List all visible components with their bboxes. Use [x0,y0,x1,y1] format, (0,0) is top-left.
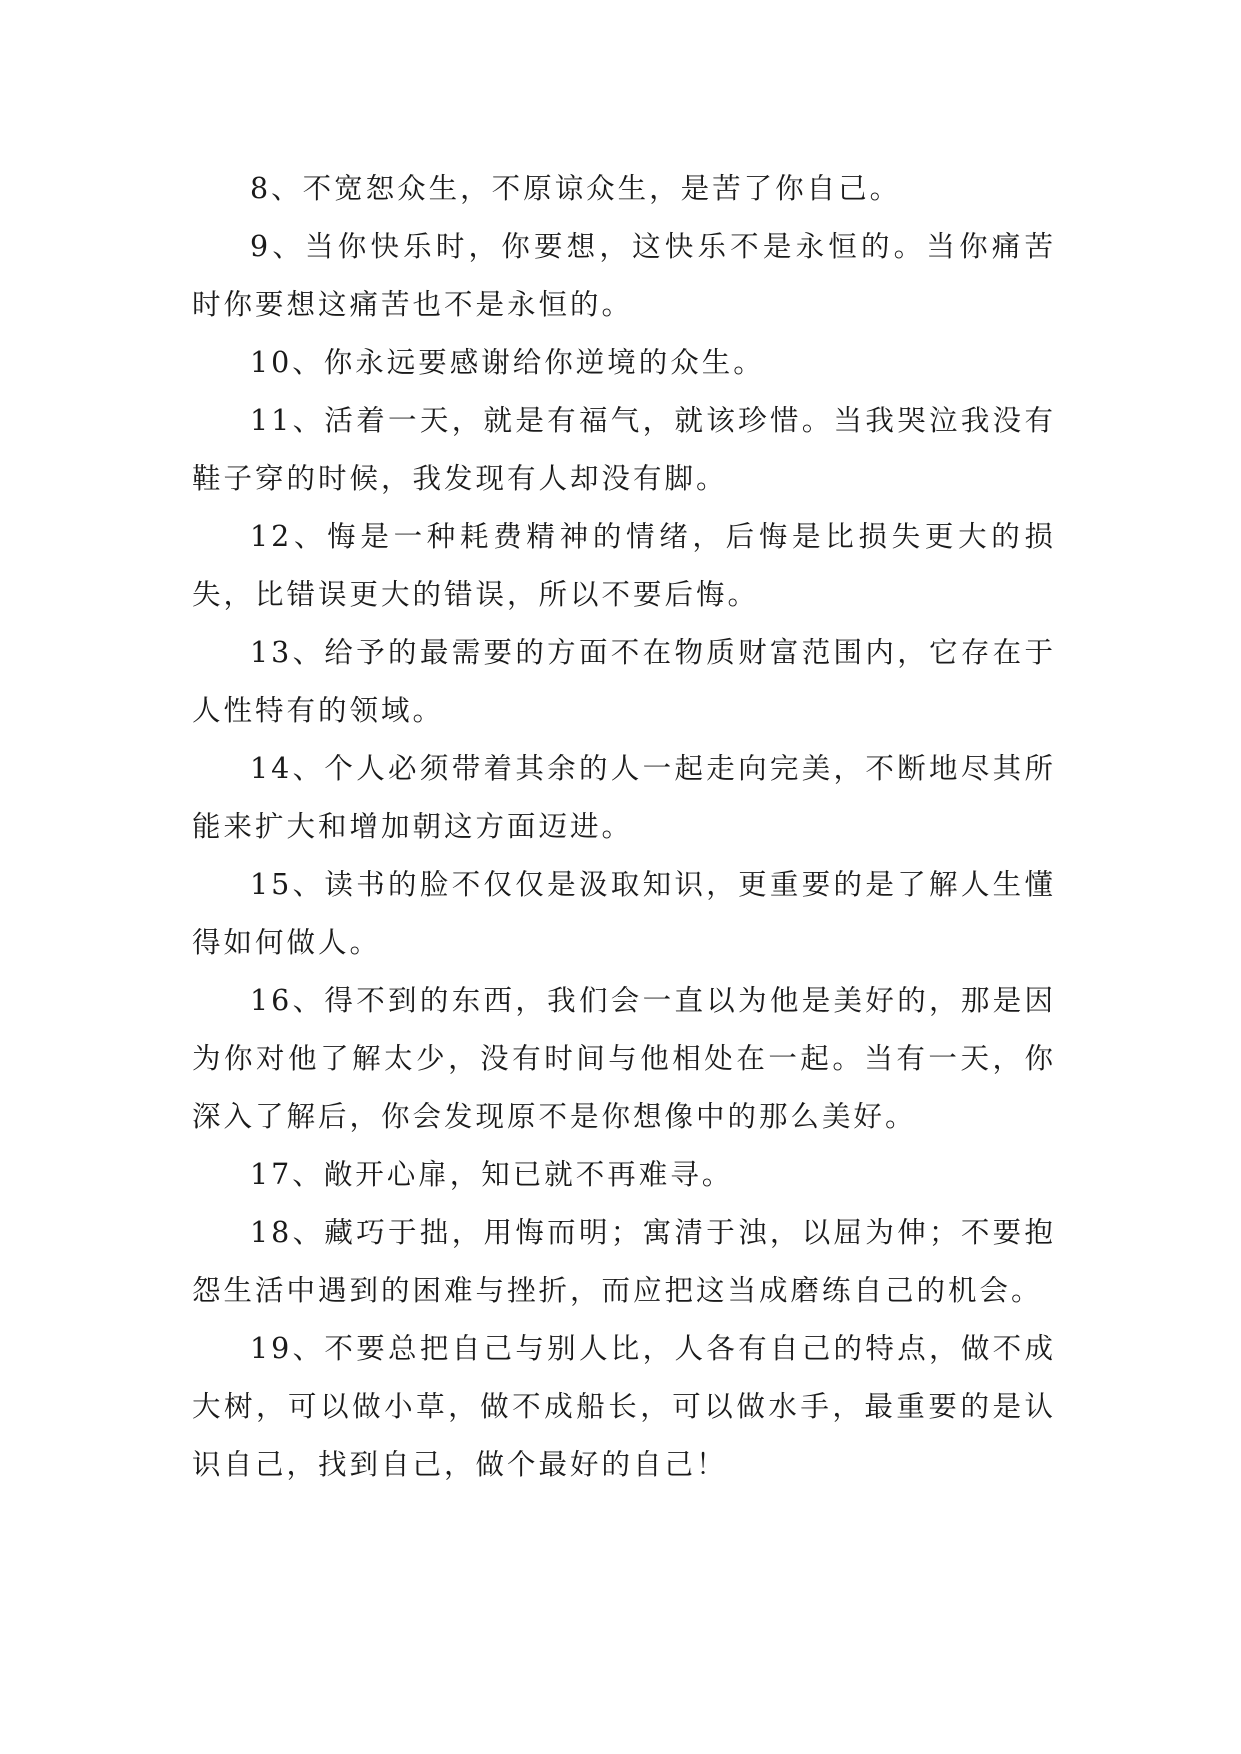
paragraph-10: 10、你永远要感谢给你逆境的众生。 [250,346,765,379]
paragraph-12: 12、悔是一种耗费精神的情绪，后悔是比损失更大的损失，比错误更大的错误，所以不要后悔。 [192,520,1056,611]
paragraph-15: 15、读书的脸不仅仅是汲取知识，更重要的是了解人生懂得如何做人。 [192,868,1056,959]
document-body [192,160,1056,1494]
paragraph-9: 9、当你快乐时，你要想，这快乐不是永恒的。当你痛苦时你要想这痛苦也不是永恒的。 [192,230,1056,321]
paragraph-17: 17、敞开心扉，知已就不再难寻。 [250,1158,734,1191]
paragraph-14: 14、个人必须带着其余的人一起走向完美，不断地尽其所能来扩大和增加朝这方面迈进。 [192,752,1056,843]
paragraph-11: 11、活着一天，就是有福气，就该珍惜。当我哭泣我没有鞋子穿的时候，我发现有人却没有脚。 [192,404,1056,495]
paragraph-16: 16、得不到的东西，我们会一直以为他是美好的，那是因为你对他了解太少，没有时间与他相处在一起。当有一天，你深入了解后，你会发现原不是你想像中的那么美好。 [192,984,1056,1133]
paragraph-19: 19、不要总把自己与别人比，人各有自己的特点，做不成大树，可以做小草，做不成船长，可以做水手，最重要的是认识自己，找到自己，做个最好的自己！ [192,1332,1056,1481]
paragraph-18: 18、藏巧于拙，用悔而明；寓清于浊，以屈为伸；不要抱怨生活中遇到的困难与挫折，而应把这当成磨练自己的机会。 [192,1216,1056,1307]
paragraph-13: 13、给予的最需要的方面不在物质财富范围内，它存在于人性特有的领域。 [192,636,1056,727]
paragraph-8: 8、不宽恕众生，不原谅众生，是苦了你自己。 [250,172,902,205]
